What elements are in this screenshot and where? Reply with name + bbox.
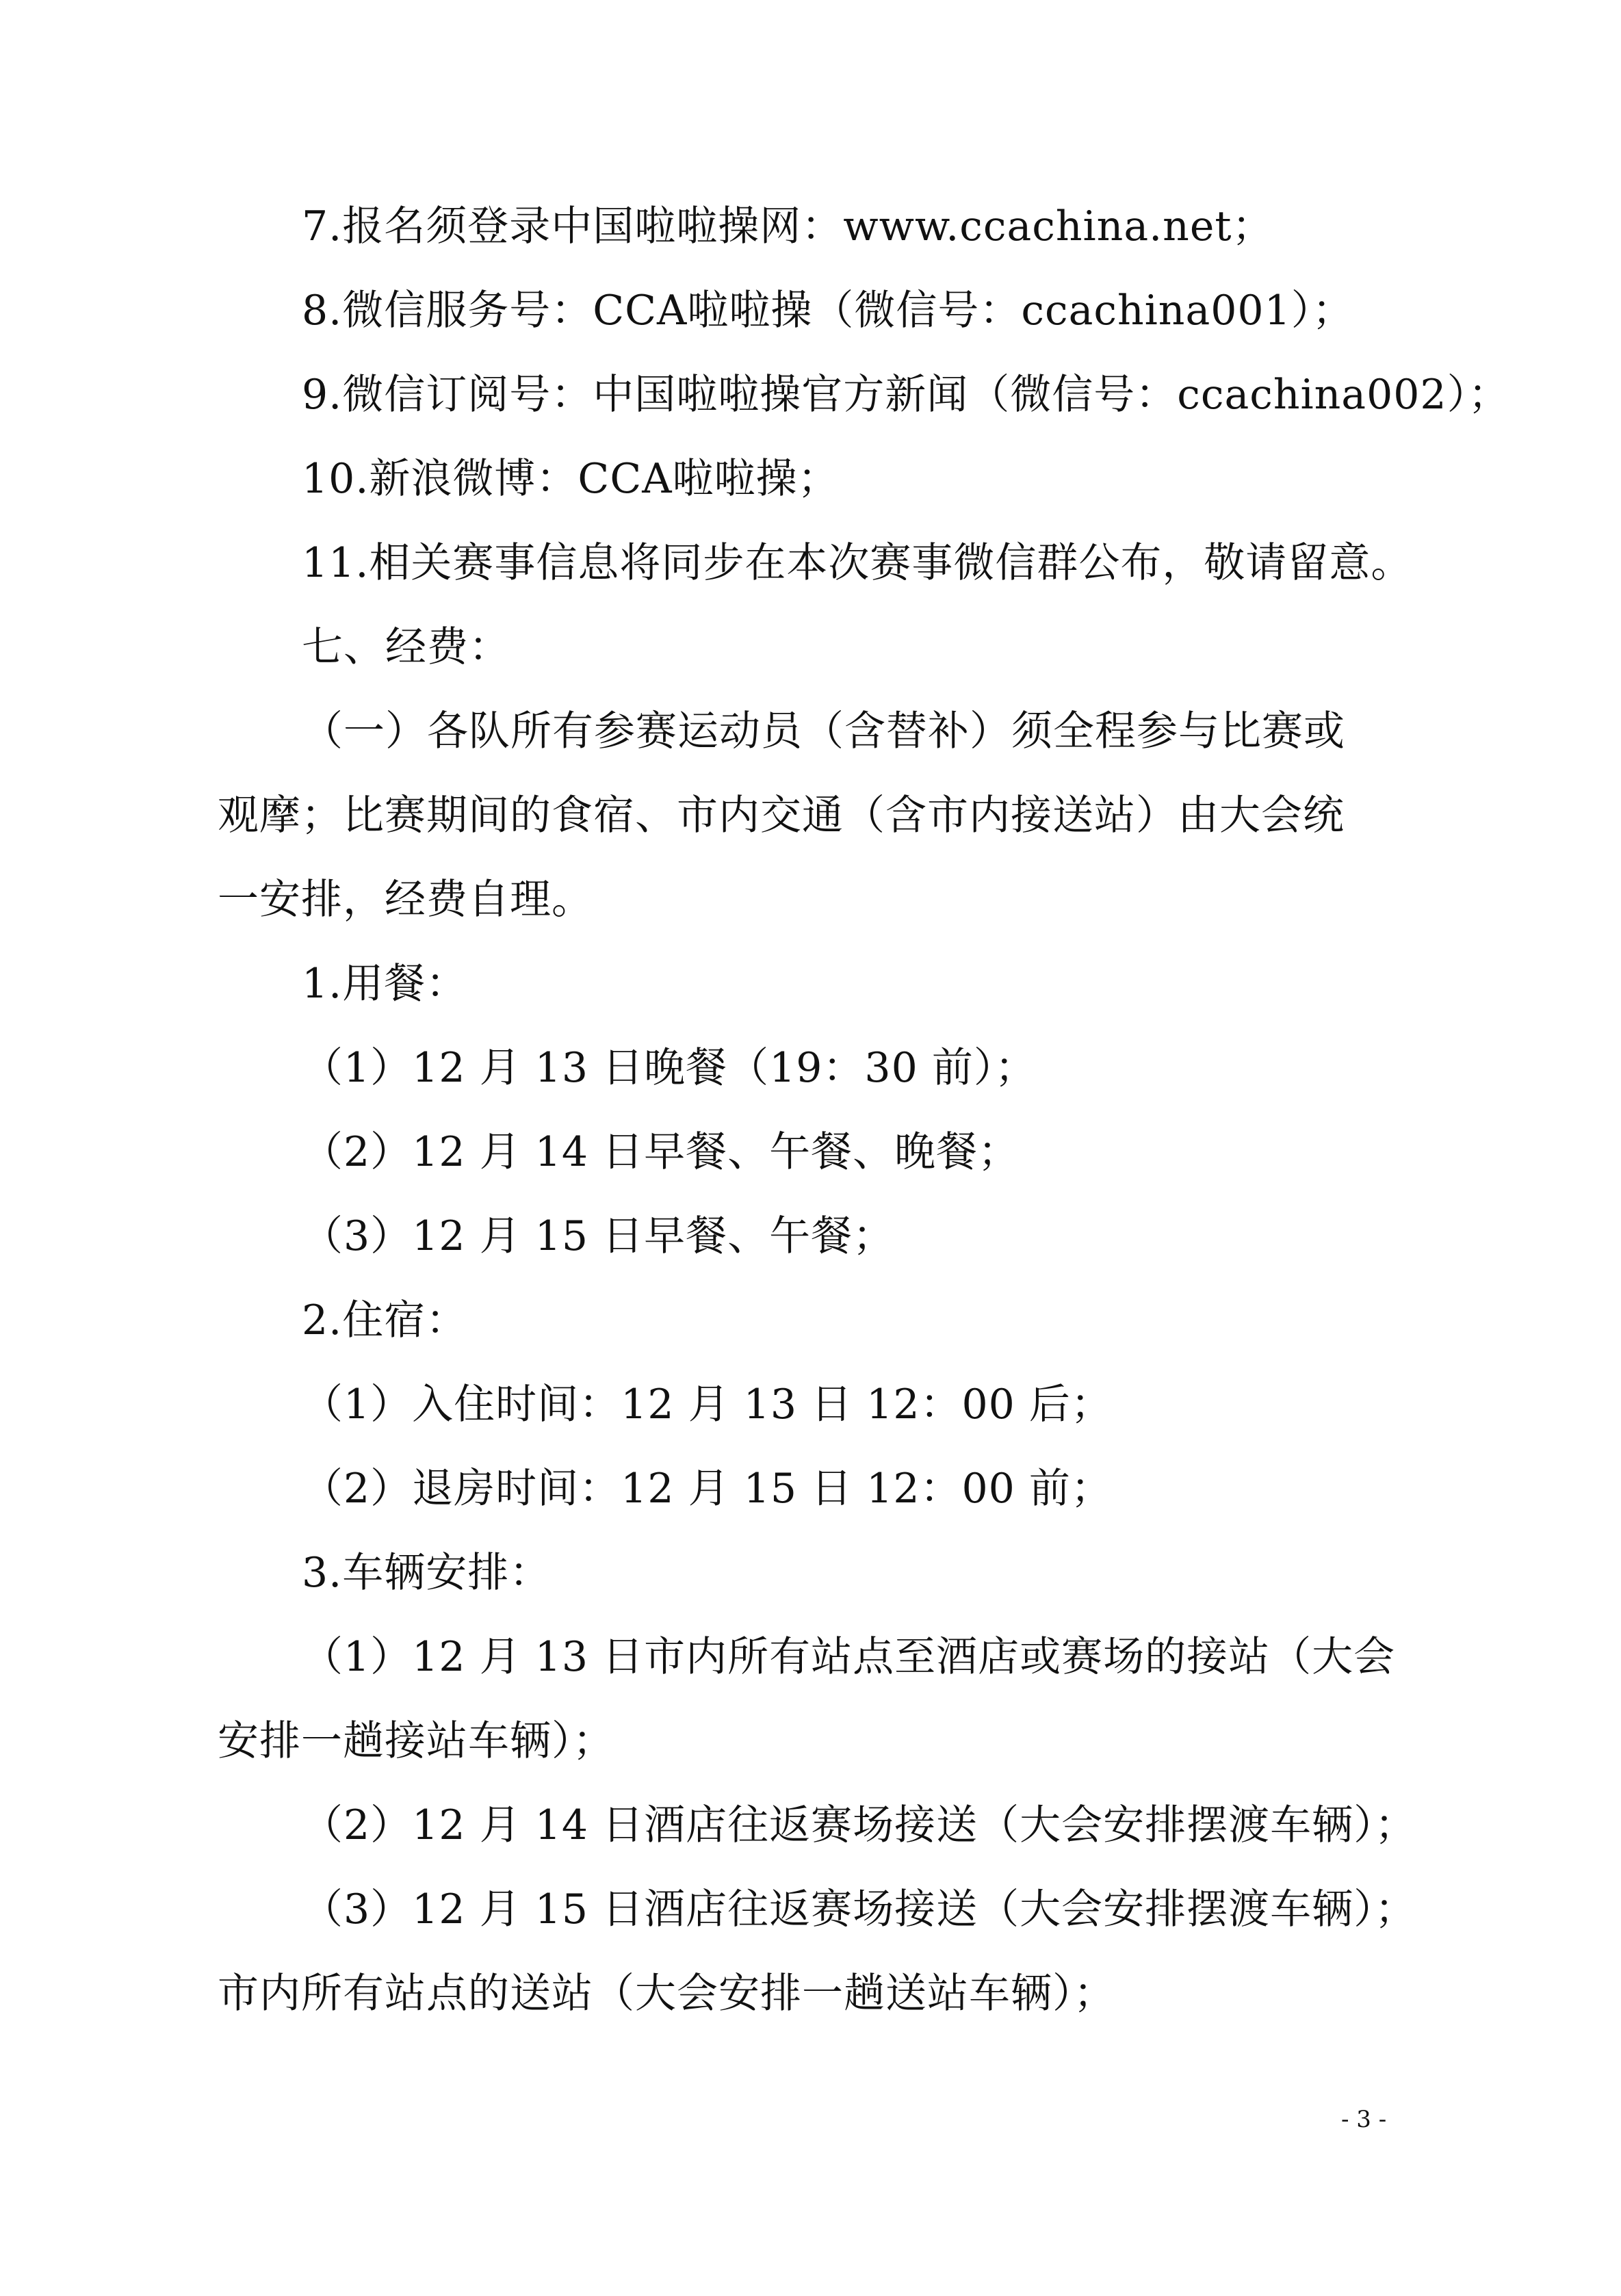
meal-item-2: （2）12 月 14 日早餐、午餐、晚餐；: [302, 1128, 1020, 1176]
expenses-paragraph-line-1: （一）各队所有参赛运动员（含替补）须全程参与比赛或: [302, 707, 1345, 755]
wechat-group-notice-line: 11.相关赛事信息将同步在本次赛事微信群公布，敬请留意。: [302, 539, 1413, 587]
vehicle-item-3-line-1: （3）12 月 15 日酒店往返赛场接送（大会安排摆渡车辆）；: [302, 1886, 1417, 1933]
vehicle-item-3-line-2: 市内所有站点的送站（大会安排一趟送站车辆）；: [218, 1970, 1115, 2018]
vehicle-item-1-line-1: （1）12 月 13 日市内所有站点至酒店或赛场的接站（大会: [302, 1633, 1396, 1681]
meals-heading: 1.用餐：: [302, 960, 468, 1008]
page-number: - 3 -: [1341, 2106, 1387, 2133]
expenses-paragraph-line-3: 一安排，经费自理。: [218, 876, 593, 924]
wechat-subscription-line: 9.微信订阅号：中国啦啦操官方新闻（微信号：ccachina002）；: [302, 371, 1510, 419]
accommodation-heading: 2.住宿：: [302, 1296, 468, 1344]
accommodation-checkin: （1）入住时间：12 月 13 日 12：00 后；: [302, 1381, 1113, 1429]
meal-item-1: （1）12 月 13 日晚餐（19：30 前）；: [302, 1044, 1037, 1092]
wechat-service-line: 8.微信服务号：CCA啦啦操（微信号：ccachina001）；: [302, 287, 1354, 335]
vehicle-item-1-line-2: 安排一趟接站车辆）；: [218, 1717, 614, 1765]
meal-item-3: （3）12 月 15 日早餐、午餐；: [302, 1212, 895, 1260]
expenses-paragraph-line-2: 观摩；比赛期间的食宿、市内交通（含市内接送站）由大会统: [218, 792, 1345, 839]
weibo-line: 10.新浪微博：CCA啦啦操；: [302, 455, 840, 503]
section-heading-expenses: 七、经费：: [302, 623, 510, 671]
registration-website-line: 7.报名须登录中国啦啦操网：www.ccachina.net；: [302, 203, 1274, 250]
vehicle-item-2: （2）12 月 14 日酒店往返赛场接送（大会安排摆渡车辆）；: [302, 1801, 1417, 1849]
accommodation-checkout: （2）退房时间：12 月 15 日 12：00 前；: [302, 1465, 1113, 1513]
vehicles-heading: 3.车辆安排：: [302, 1549, 552, 1597]
